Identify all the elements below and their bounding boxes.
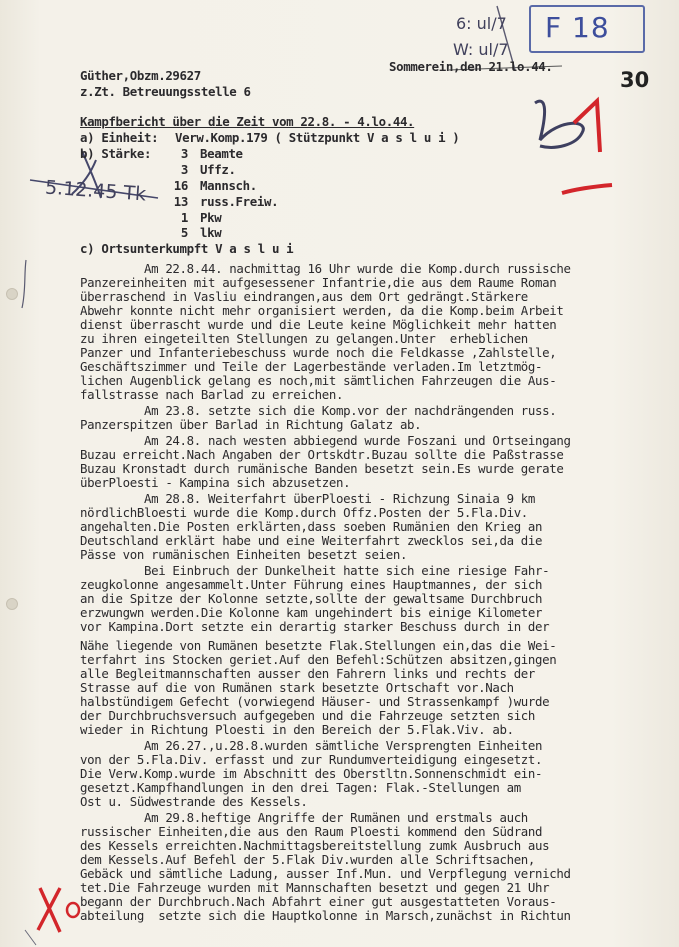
body-line: Buzau erreicht.Nach Angaben der Ortskdtr.Buzau sollte die Paßstrasse bbox=[80, 447, 564, 462]
strength-type: Pkw bbox=[200, 210, 222, 225]
body-line: Am 28.8. Weiterfahrt überPloesti - Richzung Sinaia 9 km bbox=[80, 491, 536, 506]
strength-type: Beamte bbox=[200, 146, 243, 161]
body-line: wieder in Richtung Ploesti in den Bereich der 5.Flak.Viv. ab. bbox=[80, 722, 514, 737]
body-line: erzwungwn werden.Die Kolonne kam ungehindert bis einige Kilometer bbox=[80, 605, 543, 620]
body-line: terfahrt ins Stocken geriet.Auf den Befehl:Schützen absitzen,gingen bbox=[80, 652, 557, 667]
strength-count: 16 bbox=[173, 178, 188, 193]
body-line: Deutschland erklärt habe und eine Weiterfahrt zwecklos sei,da die bbox=[80, 533, 543, 548]
body-line: abteilung setzte sich die Hauptkolonne in Marsch,zunächst in Richtun bbox=[80, 908, 571, 923]
handwritten-note: W: ul/7 bbox=[453, 40, 509, 59]
strength-label: b) Stärke: bbox=[80, 146, 152, 161]
body-line: überraschend in Vasliu eindrangen,aus dem Ort gedrängt.Stärkere bbox=[80, 289, 528, 304]
location-line: z.Zt. Betreuungsstelle 6 bbox=[80, 84, 251, 99]
strength-count: 5 bbox=[180, 225, 188, 240]
handwritten-note: 6: ul/7 bbox=[456, 14, 507, 33]
stamp-text: F 18 bbox=[545, 11, 610, 44]
strength-type: Mannsch. bbox=[200, 178, 257, 193]
body-line: russischer Einheiten,die aus den Raum Ploesti kommend den Südrand bbox=[80, 824, 543, 839]
body-line: Am 23.8. setzte sich die Komp.vor der nachdrängenden russ. bbox=[80, 403, 557, 418]
archive-stamp bbox=[529, 5, 645, 53]
strength-count: 3 bbox=[180, 162, 188, 177]
quarters-line: c) Ortsunterkumpft V a s l u i bbox=[80, 241, 294, 256]
strength-type: lkw bbox=[200, 225, 222, 240]
body-line: Strasse auf die von Rumänen stark besetzte Ortschaft vor.Nach bbox=[80, 680, 514, 695]
body-line: Die Verw.Komp.wurde im Abschnitt des Oberstltn.Sonnenschmidt ein- bbox=[80, 766, 543, 781]
body-line: dienst überrascht wurde und die Leute keine Möglichkeit mehr hatten bbox=[80, 317, 557, 332]
body-line: Panzereinheiten mit aufgesessener Infantrie,die aus dem Raume Roman bbox=[80, 275, 557, 290]
body-line: des Kessels erreichten.Nachmittagsbereitstellung zumk Ausbruch aus bbox=[80, 838, 550, 853]
body-line: tet.Die Fahrzeuge wurden mit Mannschaften besetzt und gegen 21 Uhr bbox=[80, 880, 550, 895]
body-line: an die Spitze der Kolonne setzte,sollte der gewaltsame Durchbruch bbox=[80, 591, 543, 606]
place-date: Sommerein,den 21.lo.44. bbox=[389, 59, 553, 74]
report-title: Kampfbericht über die Zeit vom 22.8. - 4.lo.44. bbox=[80, 114, 415, 129]
body-line: gesetzt.Kampfhandlungen in den drei Tagen: Flak.-Stellungen am bbox=[80, 780, 521, 795]
body-line: Panzerspitzen über Barlad in Richtung Galatz ab. bbox=[80, 417, 422, 432]
body-line: Nähe liegende von Rumänen besetzte Flak.Stellungen ein,das die Wei- bbox=[80, 638, 557, 653]
body-line: angehalten.Die Posten erklärten,dass soeben Rumänien den Krieg an bbox=[80, 519, 543, 534]
author-line: Güther,Obzm.29627 bbox=[80, 68, 201, 83]
body-line: halbstündigem Gefecht (vorwiegend Häuser- und Strassenkampf )wurde bbox=[80, 694, 550, 709]
margin-handwritten-date: 5.12.45 Tk bbox=[44, 176, 147, 206]
page-number: 30 bbox=[620, 68, 650, 92]
body-line: dem Kessels.Auf Befehl der 5.Flak Div.wurden alle Schriftsachen, bbox=[80, 852, 536, 867]
body-line: Ost u. Südwestrande des Kessels. bbox=[80, 794, 308, 809]
body-line: zu ihren eingeteilten Stellungen zu gelangen.Unter erheblichen bbox=[80, 331, 528, 346]
body-line: Buzau Kronstadt durch rumänische Banden besetzt sein.Es wurde gerate bbox=[80, 461, 564, 476]
unit-value: Verw.Komp.179 ( Stützpunkt V a s l u i ) bbox=[175, 130, 460, 145]
body-line: fallstrasse nach Barlad zu erreichen. bbox=[80, 387, 344, 402]
body-line: von der 5.Fla.Div. erfasst und zur Rundumverteidigung eingesetzt. bbox=[80, 752, 543, 767]
body-line: Am 26.27.,u.28.8.wurden sämtliche Versprengten Einheiten bbox=[80, 738, 543, 753]
strength-type: russ.Freiw. bbox=[200, 194, 279, 209]
body-line: alle Begleitmannschaften ausser den Fahrern links und rechts der bbox=[80, 666, 536, 681]
body-line: nördlichBloesti wurde die Komp.durch Offz.Posten der 5.Fla.Div. bbox=[80, 505, 528, 520]
body-line: der Durchbruchsversuch aufgegeben und die Fahrzeuge setzten sich bbox=[80, 708, 536, 723]
unit-label: a) Einheit: bbox=[80, 130, 159, 145]
strength-type: Uffz. bbox=[200, 162, 236, 177]
strength-count: 3 bbox=[180, 146, 188, 161]
body-line: Pässe von rumänischen Einheiten besetzt seien. bbox=[80, 547, 408, 562]
body-line: Am 24.8. nach westen abbiegend wurde Foszani und Ortseingang bbox=[80, 433, 571, 448]
body-line: lichen Augenblick gelang es noch,mit sämtlichen Fahrzeugen die Aus- bbox=[80, 373, 557, 388]
body-line: Abwehr konnte nicht mehr organisiert werden, da die Komp.beim Arbeit bbox=[80, 303, 564, 318]
body-line: Gebäck und sämtliche Ladung, ausser Inf.Mun. und Verpflegung vernichd bbox=[80, 866, 571, 881]
body-line: Bei Einbruch der Dunkelheit hatte sich eine riesige Fahr- bbox=[80, 563, 550, 578]
body-line: überPloesti - Kampina sich abzusetzen. bbox=[80, 475, 351, 490]
strength-count: 13 bbox=[173, 194, 188, 209]
body-line: Panzer und Infanteriebeschuss wurde noch die Feldkasse ,Zahlstelle, bbox=[80, 345, 557, 360]
body-line: Geschäftszimmer und Teile der Lagerbestände verladen.Im letztmög- bbox=[80, 359, 543, 374]
strength-count: 1 bbox=[180, 210, 188, 225]
body-line: zeugkolonne angesammelt.Unter Führung eines Hauptmannes, der sich bbox=[80, 577, 543, 592]
body-line: Am 29.8.heftige Angriffe der Rumänen und erstmals auch bbox=[80, 810, 528, 825]
body-line: vor Kampina.Dort setzte ein derartig starker Beschuss durch in der bbox=[80, 619, 550, 634]
body-line: Am 22.8.44. nachmittag 16 Uhr wurde die Komp.durch russische bbox=[80, 261, 571, 276]
body-line: begann der Durchbruch.Nach Abfahrt einer gut ausgestatteten Voraus- bbox=[80, 894, 557, 909]
